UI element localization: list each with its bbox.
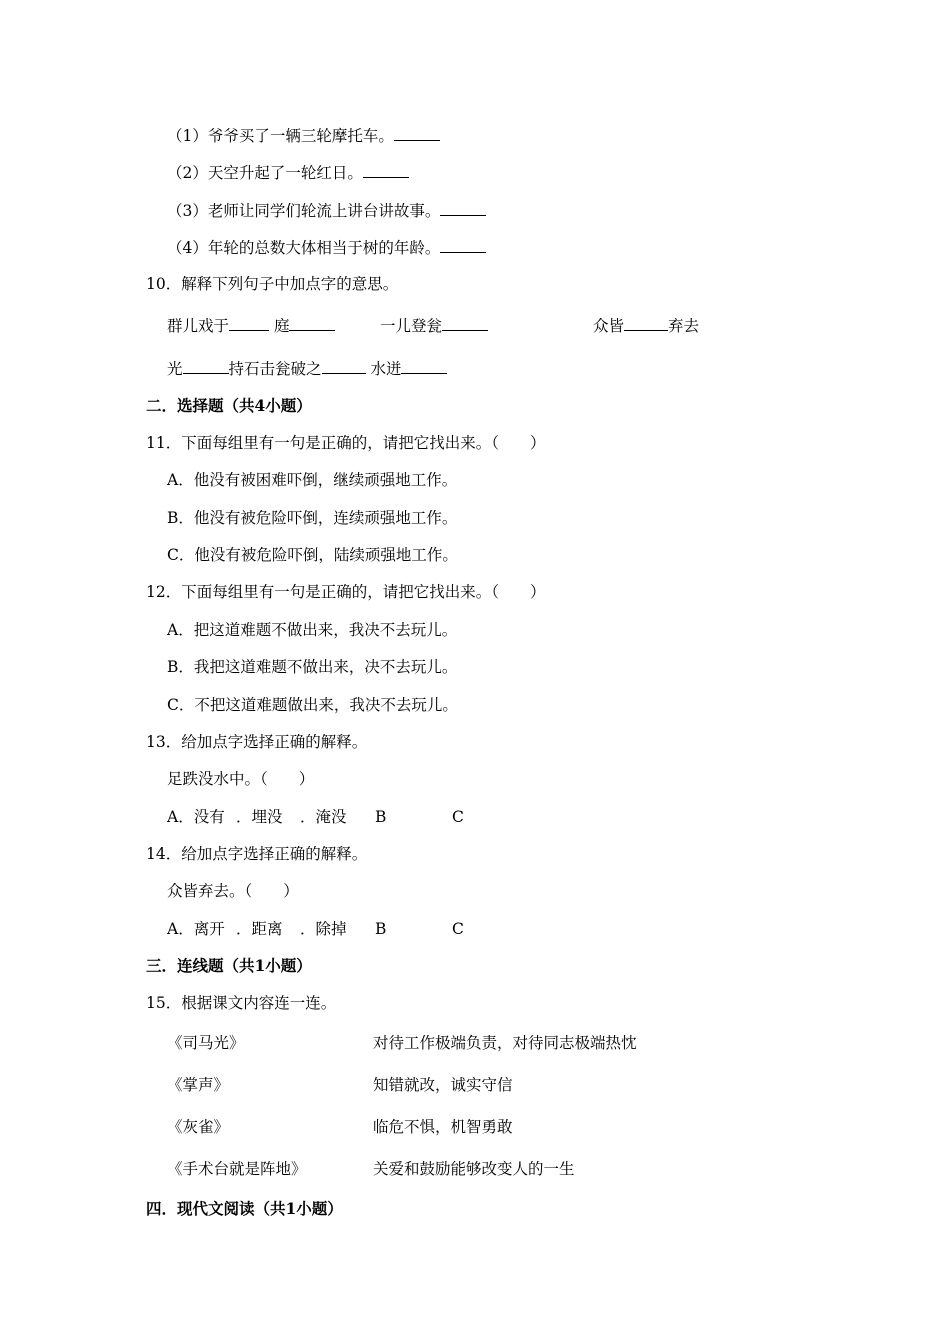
answer-blank[interactable]: [442, 314, 488, 331]
q9-item-2: （2）天空升起了一轮红日。: [167, 161, 409, 183]
answer-blank[interactable]: [440, 236, 486, 253]
section-heading-choice: 二．选择题（共4小题）: [146, 396, 312, 415]
q13-option-c-text[interactable]: ．淹没: [300, 808, 347, 826]
q9-item-1: （1）爷爷买了一辆三轮摩托车。: [167, 124, 440, 146]
q12-option-a[interactable]: A．把这道难题不做出来，我决不去玩儿。: [167, 621, 458, 639]
q12-option-c[interactable]: C．不把这道难题做出来，我决不去玩儿。: [167, 696, 458, 714]
answer-blank[interactable]: [183, 357, 229, 374]
q11-stem: 11．下面每组里有一句是正确的，请把它找出来。（ ）: [146, 434, 546, 452]
q13-option-a[interactable]: A．没有: [167, 808, 225, 826]
q13-option-b-text[interactable]: ．埋没: [236, 808, 283, 826]
q13-stem: 13．给加点字选择正确的解释。: [146, 733, 368, 751]
q11-option-b[interactable]: B．他没有被危险吓倒，连续顽强地工作。: [167, 509, 458, 527]
q10-row1-part3: 众皆 弃去: [593, 314, 699, 336]
q12-stem: 12．下面每组里有一句是正确的，请把它找出来。（ ）: [146, 583, 546, 601]
q10-row1-part1: 群儿戏于 庭: [167, 314, 335, 336]
answer-blank[interactable]: [322, 357, 366, 374]
q13-option-c[interactable]: C: [452, 808, 464, 826]
q14-option-c[interactable]: C: [452, 920, 464, 938]
q13-option-b[interactable]: B: [375, 808, 387, 826]
q10-row2: 光 持石击瓮破之 水迸: [167, 357, 447, 379]
answer-blank[interactable]: [394, 124, 440, 141]
answer-blank[interactable]: [401, 357, 447, 374]
q12-option-b[interactable]: B．我把这道难题不做出来，决不去玩儿。: [167, 658, 458, 676]
answer-blank[interactable]: [363, 161, 409, 178]
q10-row1-part2: 一儿登瓮: [380, 314, 488, 336]
q15-left-item[interactable]: 《手术台就是阵地》: [167, 1160, 307, 1178]
q15-left-item[interactable]: 《司马光》: [167, 1034, 245, 1052]
q14-option-b-text[interactable]: ．距离: [236, 920, 283, 938]
q15-stem: 15．根据课文内容连一连。: [146, 994, 337, 1012]
answer-blank[interactable]: [229, 314, 269, 331]
q13-sentence: 足跌没水中。（ ）: [167, 770, 315, 788]
q14-option-b[interactable]: B: [375, 920, 387, 938]
q10-stem: 10．解释下列句子中加点字的意思。: [146, 275, 399, 293]
section-heading-reading: 四．现代文阅读（共1小题）: [146, 1199, 343, 1218]
q15-right-item[interactable]: 知错就改，诚实守信: [373, 1076, 513, 1094]
q11-option-a[interactable]: A．他没有被困难吓倒，继续顽强地工作。: [167, 471, 458, 489]
answer-blank[interactable]: [289, 314, 335, 331]
q15-left-item[interactable]: 《掌声》: [167, 1076, 230, 1094]
q15-right-item[interactable]: 关爱和鼓励能够改变人的一生: [373, 1160, 575, 1178]
answer-blank[interactable]: [624, 314, 668, 331]
section-heading-matching: 三．连线题（共1小题）: [146, 956, 312, 975]
answer-blank[interactable]: [440, 199, 486, 216]
q14-option-c-text[interactable]: ．除掉: [300, 920, 347, 938]
q14-sentence: 众皆弃去。（ ）: [167, 882, 299, 900]
q15-right-item[interactable]: 临危不惧，机智勇敢: [373, 1118, 513, 1136]
q15-right-item[interactable]: 对待工作极端负责，对待同志极端热忱: [373, 1034, 637, 1052]
q15-left-item[interactable]: 《灰雀》: [167, 1118, 230, 1136]
q14-option-a[interactable]: A．离开: [167, 920, 225, 938]
q9-item-3: （3）老师让同学们轮流上讲台讲故事。: [167, 199, 486, 221]
q11-option-c[interactable]: C．他没有被危险吓倒，陆续顽强地工作。: [167, 546, 458, 564]
q9-item-4: （4）年轮的总数大体相当于树的年龄。: [167, 236, 486, 258]
q14-stem: 14．给加点字选择正确的解释。: [146, 845, 368, 863]
